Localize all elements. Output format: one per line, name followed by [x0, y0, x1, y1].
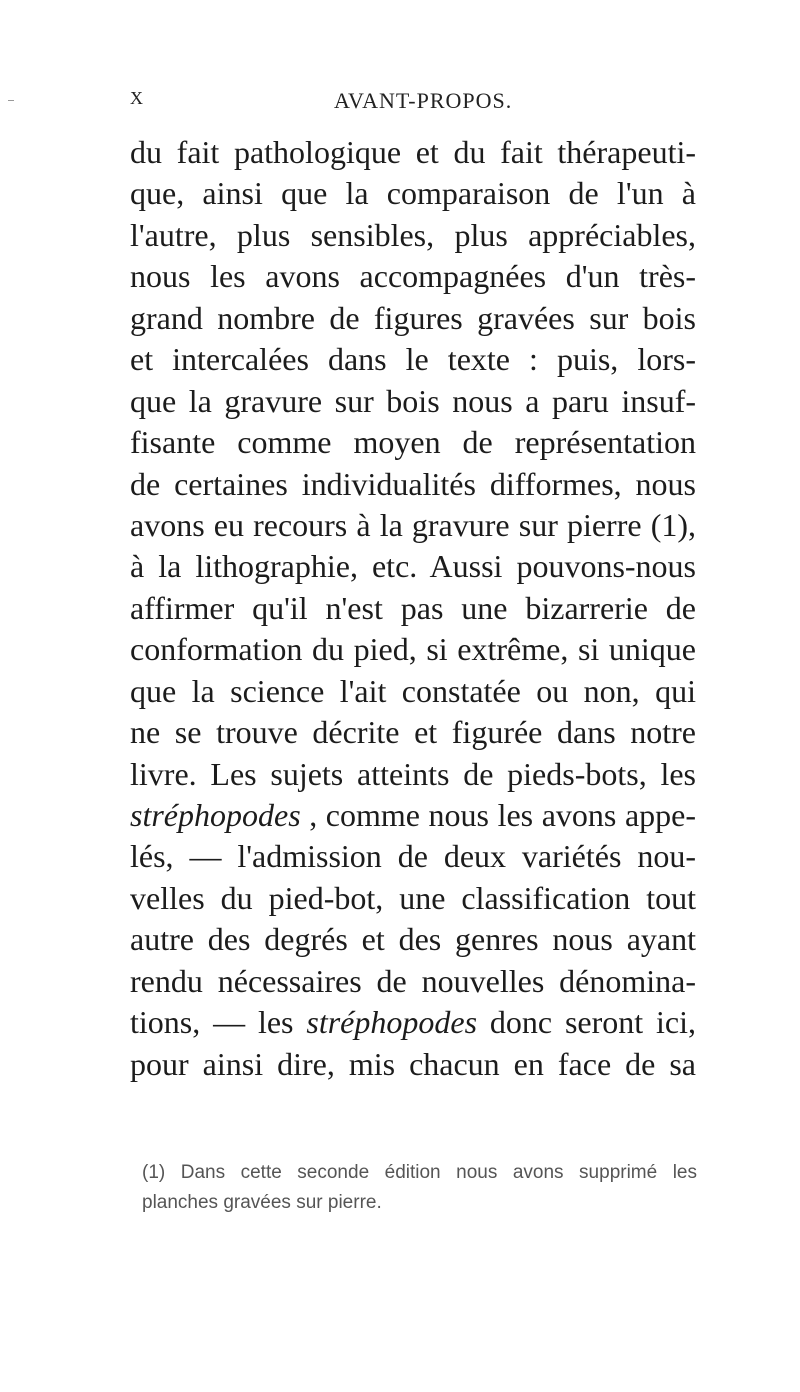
text-line: livre. Les sujets atteints de pieds-bots, les	[130, 755, 696, 792]
footnote-line: planches gravées sur pierre.	[142, 1192, 382, 1213]
footnote	[142, 1158, 697, 1218]
text-line: lés, — l'admission de deux variétés nou-	[130, 838, 696, 875]
italic-term: stréphopodes	[130, 797, 301, 833]
text-line: à la lithographie, etc. Aussi pouvons-nous	[130, 548, 696, 585]
text-line: rendu nécessaires de nouvelles dénomina-	[130, 962, 696, 999]
text-line: que la science l'ait constatée ou non, qui	[130, 672, 696, 709]
text-line: affirmer qu'il n'est pas une bizarrerie de	[130, 589, 696, 626]
footnote-line: (1) Dans cette seconde édition nous avons supprimé les	[142, 1162, 697, 1183]
text-line: ne se trouve décrite et figurée dans notre	[130, 714, 696, 751]
text-line: que, ainsi que la comparaison de l'un à	[130, 175, 696, 212]
text-segment: donc seront ici,	[477, 1004, 697, 1041]
text-line: pour ainsi dire, mis chacun en face de sa	[130, 1045, 696, 1082]
section-title: AVANT-PROPOS.	[334, 88, 513, 113]
text-line: nous les avons accompagnées d'un très-	[130, 258, 696, 295]
text-line: avons eu recours à la gravure sur pierre (1),	[130, 506, 696, 543]
text-line: du fait pathologique et du fait thérapeuti-	[130, 134, 696, 170]
page-number: X	[130, 88, 144, 108]
text-line: l'autre, plus sensibles, plus appréciables,	[130, 216, 696, 253]
margin-mark	[8, 100, 14, 101]
text-line: de certaines individualités difformes, nous	[130, 465, 696, 502]
text-line	[130, 795, 696, 836]
body-text	[130, 132, 696, 1085]
text-segment: , comme nous les avons appe-	[300, 797, 696, 833]
text-line: autre des degrés et des genres nous ayant	[130, 921, 696, 958]
text-line: et intercalées dans le texte : puis, lors-	[130, 341, 696, 378]
text-line: conformation du pied, si extrême, si unique	[130, 631, 696, 668]
text-line: que la gravure sur bois nous a paru insuf-	[130, 382, 696, 419]
text-line: grand nombre de figures gravées sur bois	[130, 299, 696, 336]
text-line: fisante comme moyen de représentation	[130, 424, 696, 461]
text-segment: tions, — les	[130, 1004, 307, 1041]
running-head	[130, 88, 690, 118]
italic-term: stréphopodes	[306, 1004, 478, 1041]
text-line	[130, 1002, 696, 1043]
text-line: velles du pied-bot, une classification tout	[130, 879, 696, 916]
